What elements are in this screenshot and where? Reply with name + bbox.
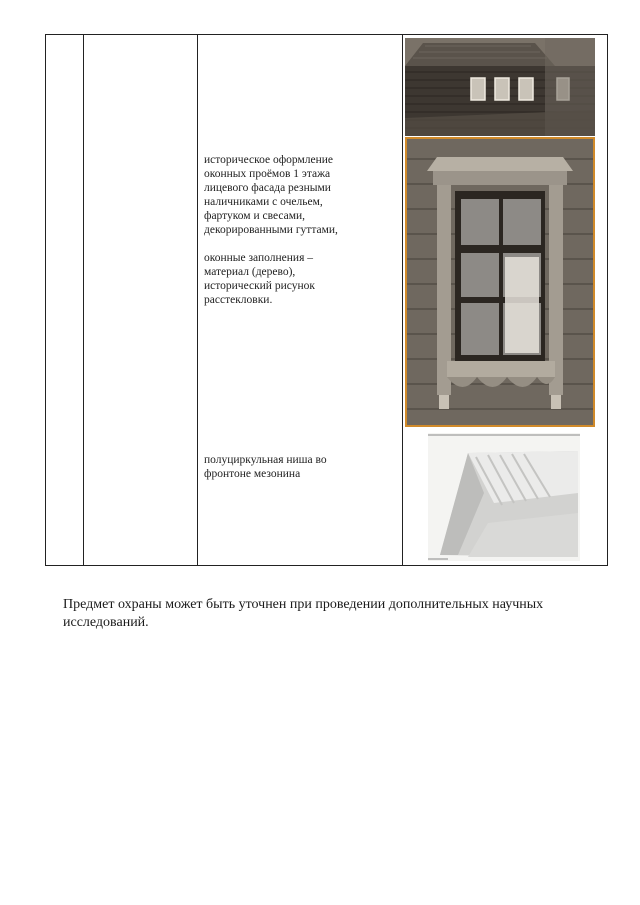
feature-line: оконных проёмов 1 этажа [204,168,331,180]
feature-line: фронтоне мезонина [204,468,301,480]
feature-line: наличниками с очельем, [204,196,323,208]
feature-line: фартуком и свесами, [204,210,306,222]
feature-text-windows [204,153,394,307]
feature-line: полуциркульная ниша во [204,454,327,466]
feature-line: лицевого фасада резными [204,182,331,194]
mezzanine-niche-photo [428,433,580,561]
column-divider-2 [197,35,198,565]
house-facade-photo [405,38,595,136]
column-divider-1 [83,35,84,565]
feature-line: материал (дерево), [204,266,296,278]
column-divider-3 [402,35,403,565]
carved-window-photo [405,137,595,427]
feature-line: историческое оформление [204,154,333,166]
note-paragraph: Предмет охраны может быть уточнен при проведении дополнительных научных исследований. [63,597,544,630]
feature-line: декорированными гуттами, [204,224,338,236]
feature-line: расстекловки. [204,294,273,306]
feature-text-niche [204,453,394,481]
feature-line: оконные заполнения – [204,252,313,264]
feature-line: исторический рисунок [204,280,315,292]
protection-subject-table [45,34,608,566]
